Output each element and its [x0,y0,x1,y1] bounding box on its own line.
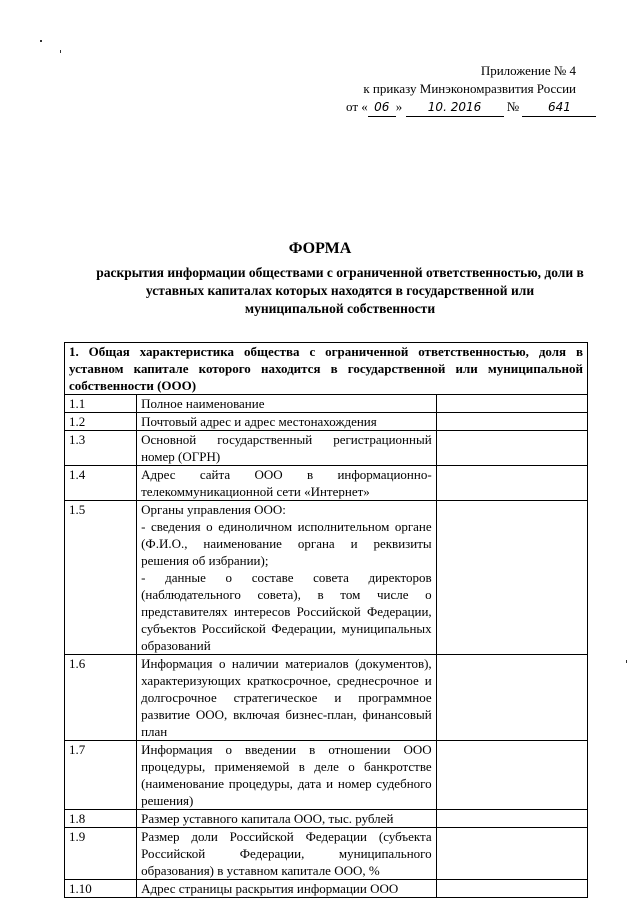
form-title: ФОРМА [288,240,352,257]
row-number: 1.7 [65,741,137,810]
table-header-row [65,343,588,395]
section-header: 1. Общая характеристика общества с ограниченной ответственностью, доля в уставном капитале которого находится в государственной или муниципальной собственности (ООО) [65,343,588,395]
table-row [65,413,588,431]
row-number: 1.9 [65,828,137,880]
handwritten-order-number: 641 [522,98,596,117]
order-date-line [346,98,576,117]
row-label: Органы управления ООО: [141,502,286,517]
row-value-cell [436,413,587,431]
table-row [65,501,588,655]
row-label: Адрес сайта ООО в информационно-телекоммуникационной сети «Интернет» [137,466,437,501]
row-label: Полное наименование [137,395,437,413]
disclosure-table [64,342,588,898]
row-label: Информация о наличии материалов (документов), характеризующих краткосрочное, среднесрочное и долгосрочное стратегическое и программное развитие ООО, включая бизнес-план, финансовый план [137,655,437,741]
row-number: 1.6 [65,655,137,741]
row-value-cell [436,431,587,466]
row-number: 1.4 [65,466,137,501]
row-value-cell [436,880,587,898]
table-row [65,655,588,741]
row-value-cell [436,466,587,501]
row-number: 1.2 [65,413,137,431]
table-row [65,466,588,501]
row-number: 1.5 [65,501,137,655]
date-quote: » [395,99,403,114]
table-row [65,880,588,898]
row-number: 1.3 [65,431,137,466]
row-number: 1.10 [65,880,137,898]
row-sublabel: - сведения о единоличном исполнительном органе (Ф.И.О., наименование органа и реквизиты решения об избрании); [141,519,432,568]
row-label: Размер доли Российской Федерации (субъекта Российской Федерации, муниципального образования) в уставном капитале ООО, % [137,828,437,880]
row-value-cell [436,810,587,828]
handwritten-month-year: 10. 2016 [406,98,504,117]
row-label: Информация о введении в отношении ООО процедуры, применяемой в деле о банкротстве (наименование процедуры, дата и номер судебного решения) [137,741,437,810]
table-row [65,828,588,880]
row-value-cell [436,655,587,741]
row-sublabel: - данные о составе совета директоров (наблюдательного совета), в том числе о представителях интересов Российской Федерации, субъектов Российской Федерации, муниципальных образований [141,570,432,653]
row-label-multi [137,501,437,655]
row-value-cell [436,501,587,655]
row-value-cell [436,828,587,880]
table-row [65,395,588,413]
scan-speck [40,40,42,42]
row-number: 1.1 [65,395,137,413]
appendix-title: Приложение № 4 [480,63,576,78]
row-label: Основной государственный регистрационный номер (ОГРН) [137,431,437,466]
row-label: Почтовый адрес и адрес местонахождения [137,413,437,431]
table-row [65,741,588,810]
table-row [65,810,588,828]
date-prefix: от « [346,99,368,114]
scan-speck [60,50,61,53]
row-number: 1.8 [65,810,137,828]
row-label: Адрес страницы раскрытия информации ООО [137,880,437,898]
row-value-cell [436,395,587,413]
handwritten-day: 06 [368,98,396,117]
number-label: № [506,99,520,114]
row-value-cell [436,741,587,810]
row-label: Размер уставного капитала ООО, тыс. рублей [137,810,437,828]
scan-speck [626,660,627,663]
table-row [65,431,588,466]
form-subtitle: раскрытия информации обществами с ограниченной ответственностью, доли в уставных капиталах которых находятся в государственной или муниципальной собственности [96,265,584,316]
order-reference: к приказу Минэкономразвития России [363,81,576,96]
appendix-block [346,62,576,117]
